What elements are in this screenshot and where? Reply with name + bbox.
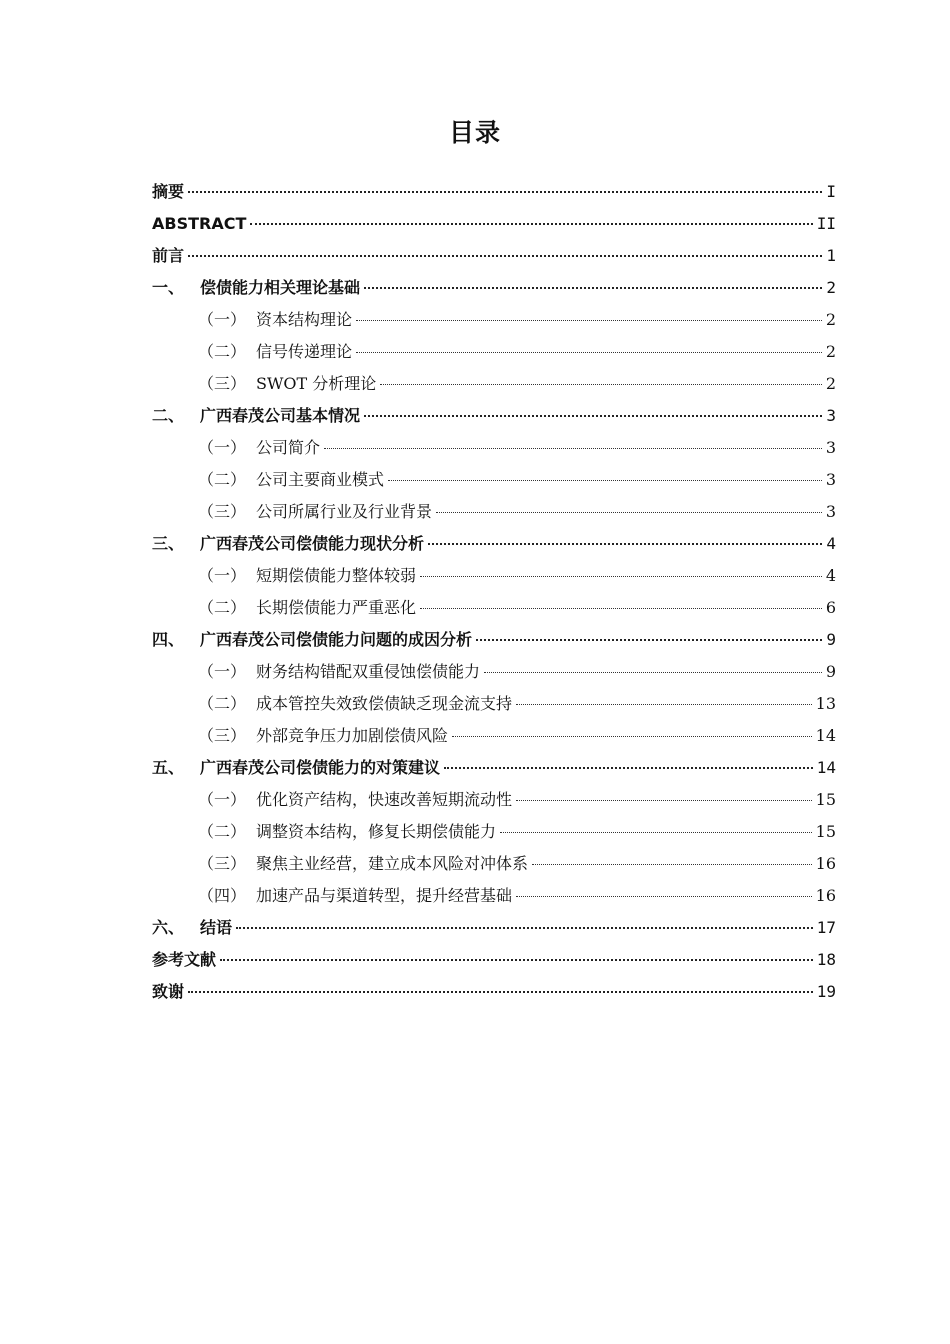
toc-entry-page-number: II <box>816 214 836 233</box>
toc-entry-number: （一） <box>198 438 247 457</box>
toc-entry-label: 广西春茂公司偿债能力的对策建议 <box>200 758 441 777</box>
toc-entry-page-number: 3 <box>825 438 836 457</box>
toc-dot-leader <box>516 694 812 705</box>
toc-entry-number: （一） <box>198 790 247 809</box>
toc-entry[interactable] <box>152 272 836 304</box>
toc-entry-label: 参考文献 <box>152 950 217 969</box>
toc-entry-number: （三） <box>198 854 247 873</box>
toc-entry-page-number: 1 <box>826 246 836 265</box>
toc-dot-leader <box>436 502 822 513</box>
toc-entry-page-number: 2 <box>825 374 836 393</box>
toc-entry-label: 偿债能力相关理论基础 <box>200 278 361 297</box>
toc-entry-label: 公司主要商业模式 <box>256 470 385 489</box>
table-of-contents <box>152 176 836 1008</box>
toc-entry-label: 广西春茂公司基本情况 <box>200 406 361 425</box>
toc-entry-number: （四） <box>198 886 247 905</box>
toc-entry-number: 二、 <box>152 406 185 425</box>
toc-dot-leader <box>532 854 812 865</box>
toc-entry-number: 三、 <box>152 534 185 553</box>
toc-entry-label: 信号传递理论 <box>256 342 353 361</box>
toc-dot-leader <box>364 277 822 289</box>
toc-entry-page-number: 2 <box>825 310 836 329</box>
toc-entry-page-number: 14 <box>815 726 836 745</box>
toc-entry-number: 一、 <box>152 278 185 297</box>
toc-entry-label: 致谢 <box>152 982 185 1001</box>
toc-entry[interactable] <box>152 240 836 272</box>
toc-entry[interactable] <box>152 912 836 944</box>
toc-entry-number: 五、 <box>152 758 185 777</box>
toc-dot-leader <box>250 213 812 225</box>
toc-entry[interactable] <box>152 400 836 432</box>
toc-dot-leader <box>516 886 812 897</box>
toc-entry-page-number: 3 <box>826 406 836 425</box>
toc-entry[interactable] <box>152 656 836 688</box>
toc-dot-leader <box>388 470 822 481</box>
toc-entry-label: 摘要 <box>152 182 185 201</box>
toc-entry-number: （二） <box>198 598 247 617</box>
toc-entry[interactable] <box>152 304 836 336</box>
toc-dot-leader <box>516 790 812 801</box>
toc-entry-label: 前言 <box>152 246 185 265</box>
toc-entry[interactable] <box>152 720 836 752</box>
toc-entry-page-number: 9 <box>825 662 836 681</box>
toc-entry-label: 广西春茂公司偿债能力现状分析 <box>200 534 425 553</box>
toc-entry[interactable] <box>152 816 836 848</box>
toc-entry-page-number: 3 <box>825 502 836 521</box>
toc-entry-label: 短期偿债能力整体较弱 <box>256 566 417 585</box>
toc-dot-leader <box>188 245 822 257</box>
toc-entry[interactable] <box>152 176 836 208</box>
toc-dot-leader <box>220 949 813 961</box>
toc-entry-number: （二） <box>198 694 247 713</box>
toc-entry[interactable] <box>152 432 836 464</box>
toc-dot-leader <box>356 342 822 353</box>
toc-entry-page-number: 16 <box>815 854 836 873</box>
toc-entry[interactable] <box>152 496 836 528</box>
toc-entry-page-number: 4 <box>825 566 836 585</box>
toc-dot-leader <box>188 181 822 193</box>
toc-entry[interactable] <box>152 944 836 976</box>
toc-entry-page-number: 17 <box>816 918 836 937</box>
toc-entry-number: （二） <box>198 342 247 361</box>
toc-dot-leader <box>420 598 822 609</box>
toc-entry-page-number: 14 <box>816 758 836 777</box>
toc-entry[interactable] <box>152 688 836 720</box>
toc-dot-leader <box>428 533 822 545</box>
toc-entry-page-number: 2 <box>825 342 836 361</box>
toc-title: 目录 <box>448 118 501 147</box>
toc-entry-page-number: 9 <box>826 630 836 649</box>
toc-entry-page-number: 15 <box>815 790 836 809</box>
toc-entry[interactable] <box>152 368 836 400</box>
toc-entry[interactable] <box>152 560 836 592</box>
toc-entry-label: 公司简介 <box>256 438 321 457</box>
toc-entry-page-number: 3 <box>825 470 836 489</box>
toc-entry-label: 优化资产结构，快速改善短期流动性 <box>256 790 513 809</box>
toc-entry-page-number: 4 <box>826 534 836 553</box>
toc-entry[interactable] <box>152 336 836 368</box>
toc-entry-label: 财务结构错配双重侵蚀偿债能力 <box>256 662 481 681</box>
toc-dot-leader <box>484 662 822 673</box>
toc-entry-page-number: 15 <box>815 822 836 841</box>
toc-dot-leader <box>356 310 822 321</box>
toc-dot-leader <box>324 438 822 449</box>
toc-dot-leader <box>188 981 813 993</box>
toc-entry-label: 外部竞争压力加剧偿债风险 <box>256 726 449 745</box>
toc-entry-label: SWOT 分析理论 <box>256 374 377 393</box>
toc-entry-label: 加速产品与渠道转型，提升经营基础 <box>256 886 513 905</box>
toc-dot-leader <box>476 629 822 641</box>
toc-entry-number: 四、 <box>152 630 185 649</box>
toc-entry[interactable] <box>152 880 836 912</box>
toc-entry-label: 公司所属行业及行业背景 <box>256 502 433 521</box>
toc-entry[interactable] <box>152 208 836 240</box>
toc-dot-leader <box>500 822 812 833</box>
toc-entry-number: （一） <box>198 662 247 681</box>
toc-entry-label: 广西春茂公司偿债能力问题的成因分析 <box>200 630 473 649</box>
toc-entry[interactable] <box>152 752 836 784</box>
toc-entry[interactable] <box>152 624 836 656</box>
toc-entry-label: 聚焦主业经营，建立成本风险对冲体系 <box>256 854 529 873</box>
toc-entry[interactable] <box>152 848 836 880</box>
toc-entry-label: ABSTRACT <box>152 214 247 233</box>
toc-dot-leader <box>380 374 822 385</box>
toc-dot-leader <box>444 757 813 769</box>
toc-entry-number: （三） <box>198 502 247 521</box>
toc-entry[interactable] <box>152 592 836 624</box>
toc-entry[interactable] <box>152 784 836 816</box>
toc-entry[interactable] <box>152 976 836 1008</box>
toc-entry-page-number: I <box>826 182 836 201</box>
toc-entry-number: （一） <box>198 310 247 329</box>
toc-entry-number: （二） <box>198 470 247 489</box>
toc-entry-label: 结语 <box>200 918 233 937</box>
toc-dot-leader <box>420 566 822 577</box>
toc-entry-number: （三） <box>198 374 247 393</box>
toc-entry[interactable] <box>152 528 836 560</box>
toc-entry-page-number: 2 <box>826 278 836 297</box>
toc-entry-page-number: 18 <box>816 950 836 969</box>
toc-entry-label: 调整资本结构，修复长期偿债能力 <box>256 822 497 841</box>
toc-entry-page-number: 6 <box>825 598 836 617</box>
toc-entry-label: 成本管控失效致偿债缺乏现金流支持 <box>256 694 513 713</box>
toc-entry-number: （三） <box>198 726 247 745</box>
toc-entry-number: （二） <box>198 822 247 841</box>
toc-entry-page-number: 19 <box>816 982 836 1001</box>
toc-dot-leader <box>452 726 812 737</box>
toc-entry-page-number: 16 <box>815 886 836 905</box>
toc-entry[interactable] <box>152 464 836 496</box>
toc-dot-leader <box>364 405 822 417</box>
toc-entry-label: 长期偿债能力严重恶化 <box>256 598 417 617</box>
toc-dot-leader <box>236 917 813 929</box>
toc-entry-label: 资本结构理论 <box>256 310 353 329</box>
toc-entry-number: 六、 <box>152 918 185 937</box>
toc-entry-number: （一） <box>198 566 247 585</box>
toc-entry-page-number: 13 <box>815 694 836 713</box>
